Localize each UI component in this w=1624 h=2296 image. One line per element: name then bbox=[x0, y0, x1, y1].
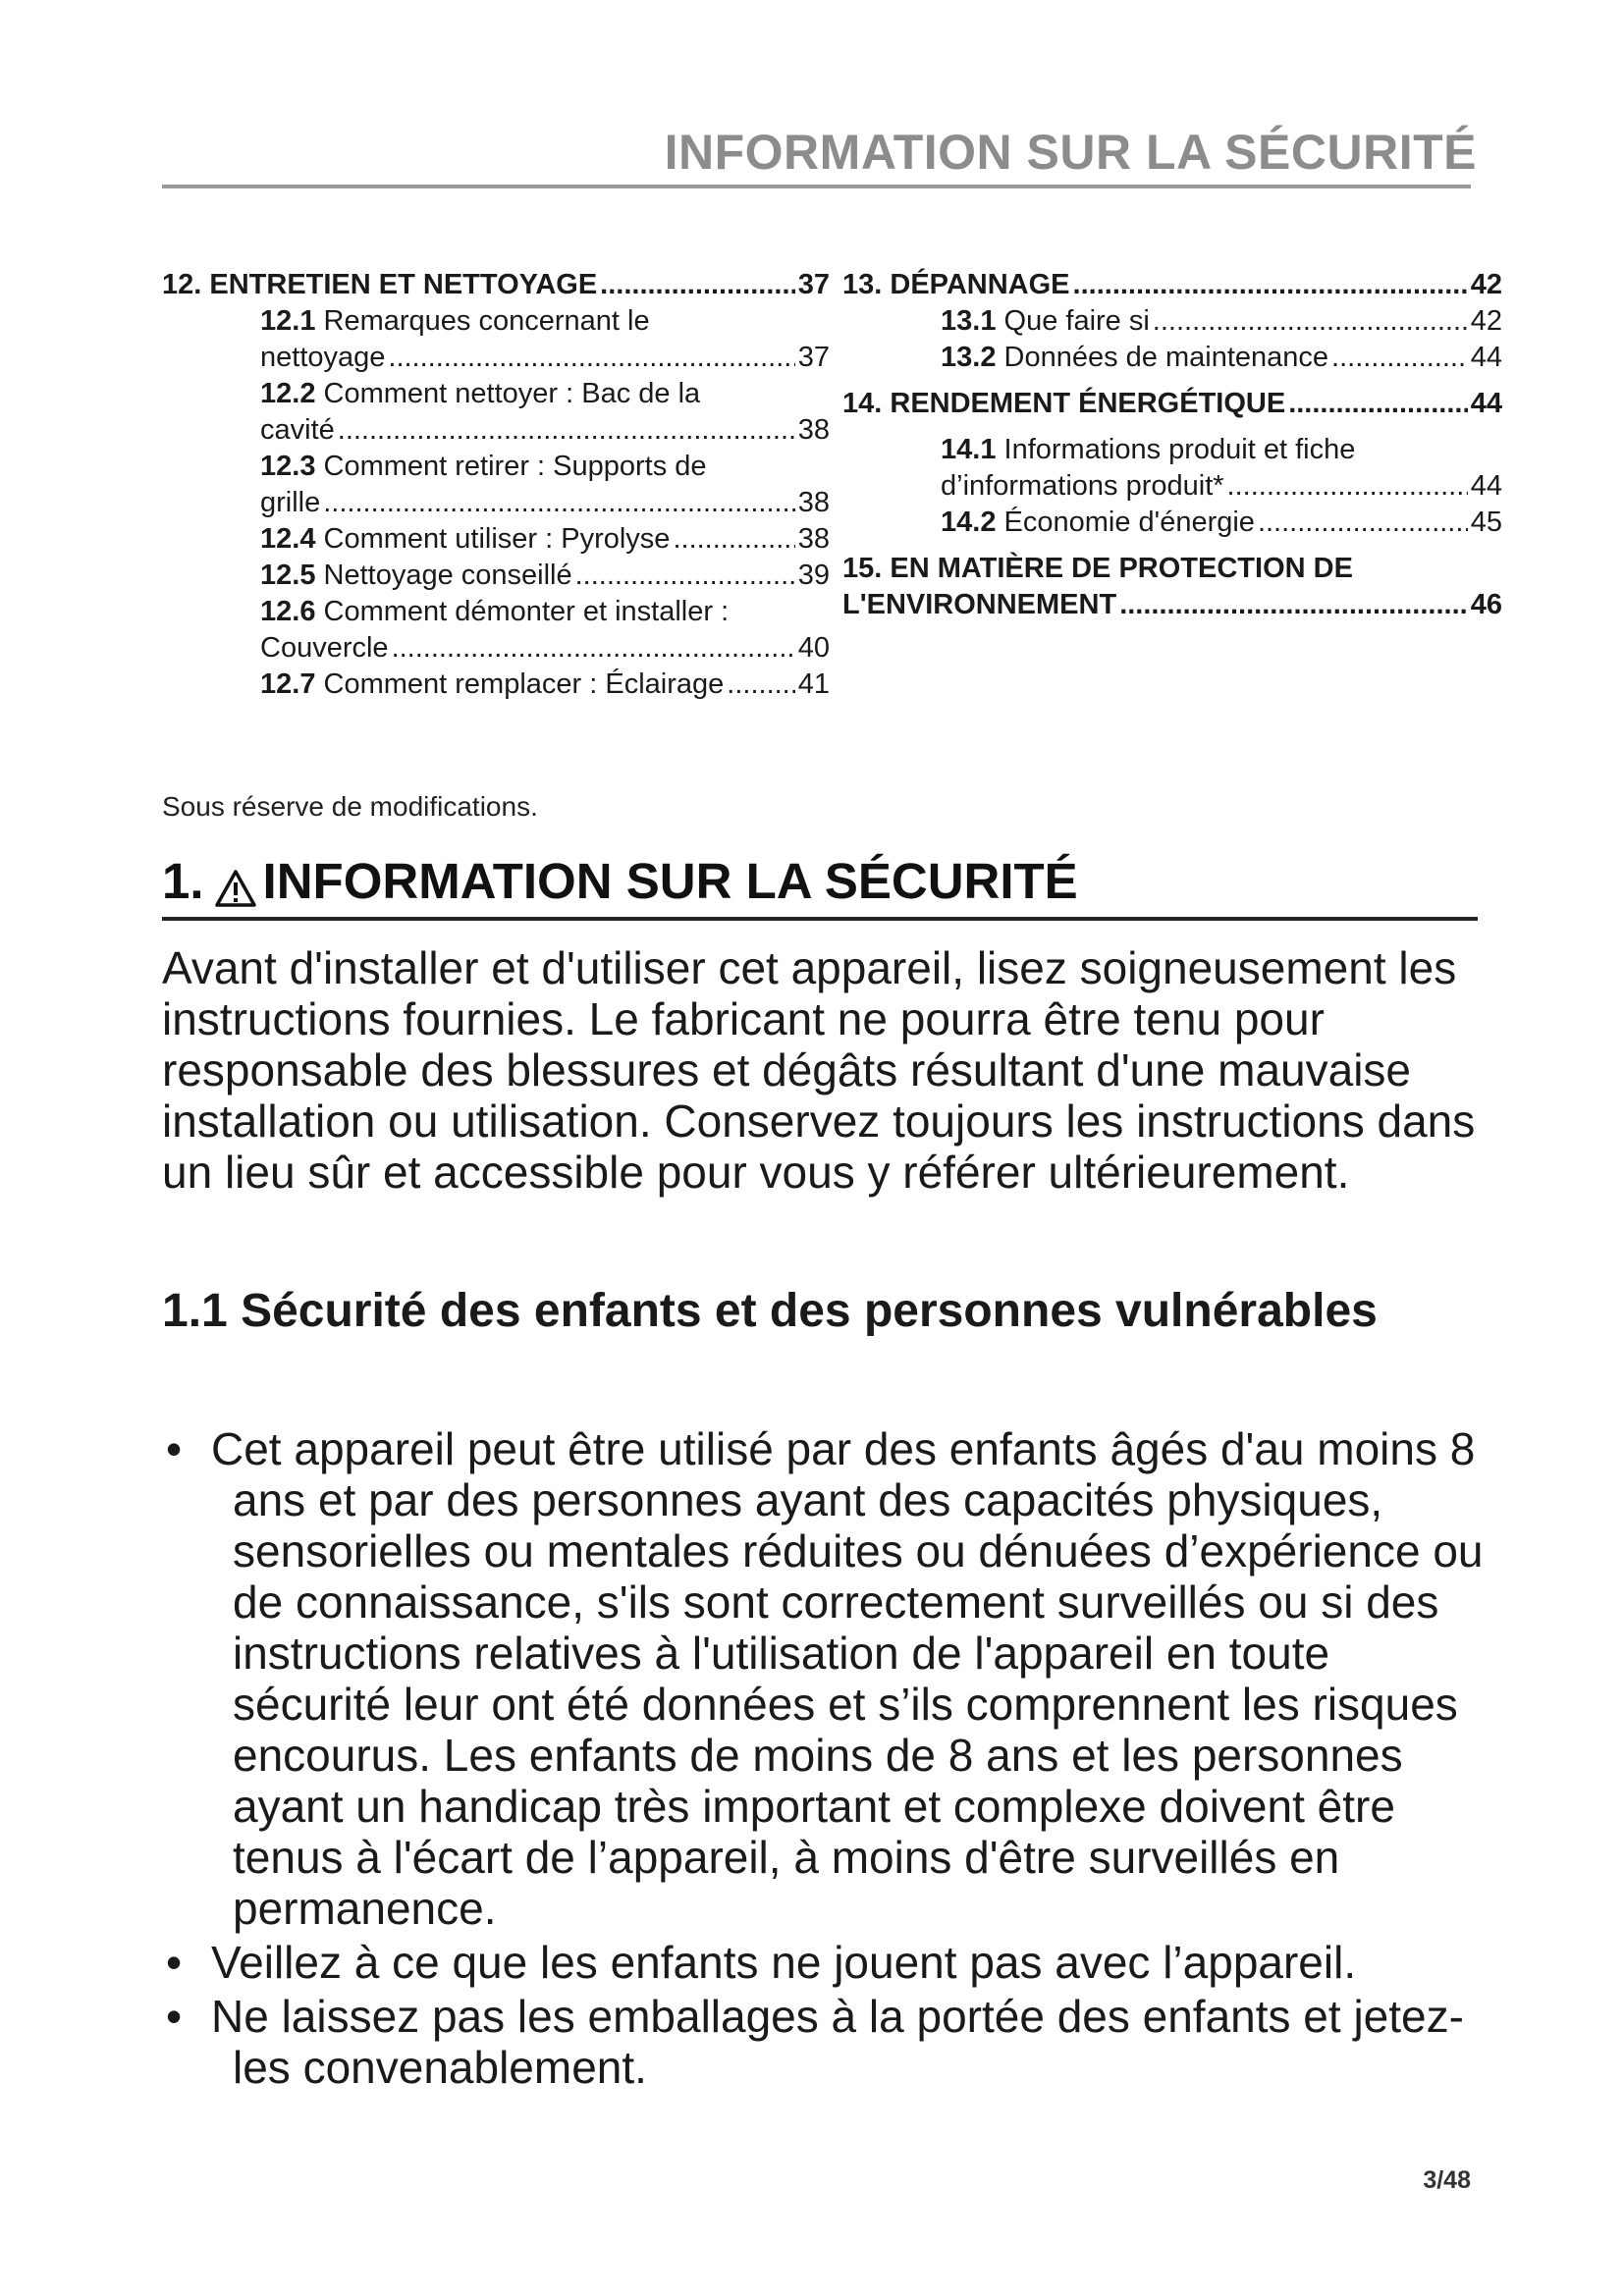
list-item: • Cet appareil peut être utilisé par des enfants âgés d'au moins 8 ans et par des personnes ayant des capacités physiques, sensorielles ou mentales réduites ou dénuées d’expérience ou de connaissance, s'ils sont correctement surveillés ou si des instructions relatives à l'utilisation de l'appareil en toute sécurité leur ont été données et s’ils comprennent les risques encourus. Les enfants de moins de 8 ans et les personnes ayant un handicap très important et complexe doivent être tenus à l'écart de l’appareil, à moins d'être surveillés en permanence. bbox=[162, 1423, 1488, 1934]
toc-entry[interactable]: 12.7 Comment remplacer : Éclairage ..... 41 bbox=[162, 667, 830, 703]
warning-triangle-icon bbox=[214, 862, 257, 901]
header-divider bbox=[162, 185, 1471, 188]
bullet-icon: • bbox=[166, 1937, 183, 1988]
intro-paragraph: Avant d'installer et d'utiliser cet appareil, lisez soigneusement les instructions fournies. Le fabricant ne pourra être tenu pour responsable des blessures et dégâts résultant d'une mauvaise installation ou utilisation. Conservez toujours les instructions dans un lieu sûr et accessible pour vous y référer ultérieurement. bbox=[162, 942, 1476, 1198]
toc-entry[interactable]: 12.4 Comment utiliser : Pyrolyse ..... 38 bbox=[162, 521, 830, 558]
bullet-icon: • bbox=[166, 1423, 183, 1474]
toc-entry[interactable]: 12.1 Remarques concernant le nettoyage ..... 37 bbox=[162, 303, 830, 376]
toc-entry[interactable]: 13.1 Que faire si ..... 42 bbox=[842, 303, 1502, 340]
list-item: • Ne laissez pas les emballages à la portée des enfants et jetez-les convenablement. bbox=[162, 1991, 1488, 2093]
toc-entry[interactable]: 13. DÉPANNAGE ..... 42 bbox=[842, 267, 1502, 303]
toc-entry[interactable]: 13.2 Données de maintenance ..... 44 bbox=[842, 340, 1502, 376]
bullet-list bbox=[162, 1423, 1488, 2096]
toc-entry[interactable]: 12. ENTRETIEN ET NETTOYAGE ..... 37 bbox=[162, 267, 830, 303]
bullet-icon: • bbox=[166, 1991, 183, 2042]
toc-entry[interactable]: 14. RENDEMENT ÉNERGÉTIQUE ..... 44 bbox=[842, 386, 1502, 422]
toc-entry[interactable]: 12.2 Comment nettoyer : Bac de la cavité ..... 38 bbox=[162, 376, 830, 449]
section-divider bbox=[162, 917, 1478, 921]
toc-entry[interactable]: 14.2 Économie d'énergie ..... 45 bbox=[842, 505, 1502, 541]
toc-left-column bbox=[162, 267, 830, 703]
toc-entry[interactable]: 15. EN MATIÈRE DE PROTECTION DE L'ENVIRONNEMENT ..... 46 bbox=[842, 551, 1502, 623]
page-header-title: INFORMATION SUR LA SÉCURITÉ bbox=[664, 125, 1477, 180]
toc-entry[interactable]: 12.5 Nettoyage conseillé ..... 39 bbox=[162, 558, 830, 594]
toc-entry[interactable]: 12.3 Comment retirer : Supports de grille ..... 38 bbox=[162, 449, 830, 521]
list-item: • Veillez à ce que les enfants ne jouent pas avec l’appareil. bbox=[162, 1937, 1488, 1988]
modification-notice: Sous réserve de modifications. bbox=[162, 791, 538, 822]
section-title: INFORMATION SUR LA SÉCURITÉ bbox=[262, 853, 1078, 909]
toc-entry[interactable]: 14.1 Informations produit et fiche d’informations produit* ..... 44 bbox=[842, 432, 1502, 505]
section-number: 1. bbox=[162, 853, 204, 909]
section-heading bbox=[162, 852, 1078, 910]
page-number: 3/48 bbox=[1423, 2166, 1471, 2194]
toc-entry[interactable]: 12.6 Comment démonter et installer : Couvercle ..... 40 bbox=[162, 594, 830, 667]
toc-right-column bbox=[842, 267, 1502, 623]
subsection-title: 1.1 Sécurité des enfants et des personnes vulnérables bbox=[162, 1285, 1378, 1337]
